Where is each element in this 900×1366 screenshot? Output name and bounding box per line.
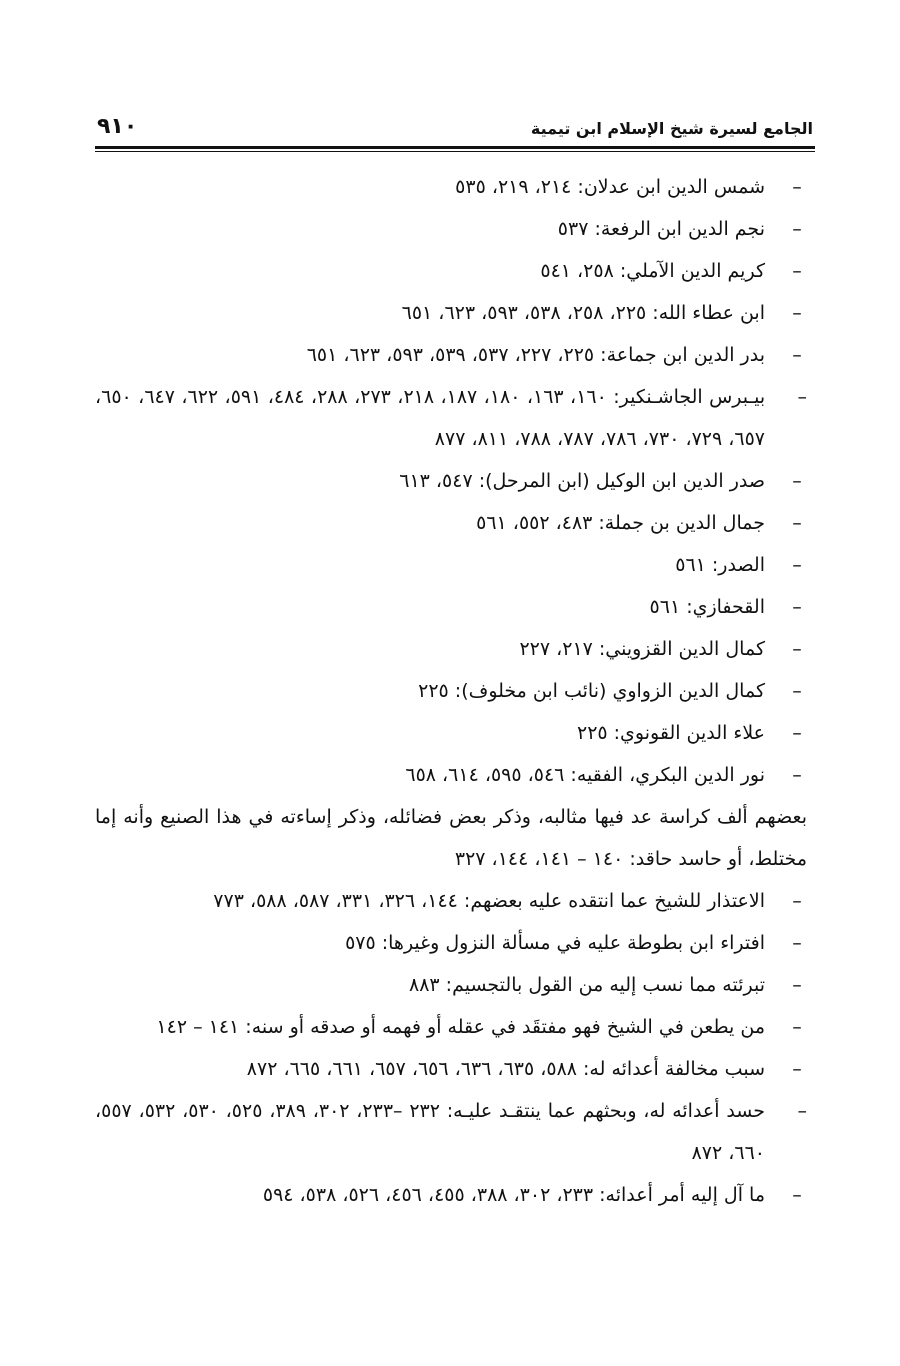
index-entry — [95, 670, 815, 712]
index-entry — [95, 292, 815, 334]
entry-text: ما آل إليه أمر أعدائه: ٢٣٣، ٣٠٢، ٣٨٨، ٤٥٥، ٤٥٦، ٥٢٦، ٥٣٨، ٥٩٤ — [262, 1184, 765, 1206]
section-paragraph: بعضهم ألف كراسة عد فيها مثالبه، وذكر بعض فضائله، وذكر إساءته في هذا الصنيع وأنه إما مختلط، أو حاسد حاقد: ١٤٠ – ١٤١، ١٤٤، ٣٢٧ — [95, 806, 807, 870]
entry-text: كمال الدين الزواوي (نائب ابن مخلوف): ٢٢٥ — [418, 680, 765, 702]
bullet-dash: – — [792, 890, 802, 912]
bullet-dash: – — [792, 932, 802, 954]
bullet-dash: – — [792, 764, 802, 786]
page-number: ٩١٠ — [97, 114, 138, 139]
bullet-dash: – — [792, 470, 802, 492]
index-entry — [95, 586, 815, 628]
entry-text: حسد أعدائه له، وبحثهم عما ينتقـد عليـه: ٢٣٢ –٢٣٣، ٣٠٢، ٣٨٩، ٥٢٥، ٥٣٠، ٥٣٢، ٥٥٧، ٦٦٠، ٨٧٢ — [95, 1100, 766, 1164]
bullet-dash: – — [792, 260, 802, 282]
bullet-dash: – — [792, 512, 802, 534]
entry-text: بدر الدين ابن جماعة: ٢٢٥، ٢٢٧، ٥٣٧، ٥٣٩، ٥٩٣، ٦٢٣، ٦٥١ — [306, 344, 765, 366]
bullet-dash: – — [792, 974, 802, 996]
index-entry — [95, 250, 815, 292]
index-entry — [95, 460, 815, 502]
entry-text: بيـبرس الجاشـنكير: ١٦٠، ١٦٣، ١٨٠، ١٨٧، ٢١٨، ٢٧٣، ٢٨٨، ٤٨٤، ٥٩١، ٦٢٢، ٦٤٧، ٦٥٠، ٦٥٧، ٧٢٩، ٧٣٠، ٧٨٦، ٧٨٧، ٧٨٨، ٨١١، ٨٧٧ — [95, 386, 766, 450]
header-rule — [95, 146, 815, 149]
bullet-dash: – — [792, 1016, 802, 1038]
index-entry — [95, 502, 815, 544]
entry-text: من يطعن في الشيخ فهو مفتقَد في عقله أو فهمه أو صدقه أو سنه: ١٤١ – ١٤٢ — [156, 1016, 765, 1038]
entry-text: تبرئته مما نسب إليه من القول بالتجسيم: ٨٨٣ — [409, 974, 765, 996]
entry-text: جمال الدين بن جملة: ٤٨٣، ٥٥٢، ٥٦١ — [476, 512, 765, 534]
entry-text: صدر الدين ابن الوكيل (ابن المرحل): ٥٤٧، ٦١٣ — [399, 470, 765, 492]
entry-text: كريم الدين الآملي: ٢٥٨، ٥٤١ — [540, 260, 765, 282]
bullet-dash: – — [792, 680, 802, 702]
entry-text: الاعتذار للشيخ عما انتقده عليه بعضهم: ١٤٤، ٣٢٦، ٣٣١، ٥٨٧، ٥٨٨، ٧٧٣ — [213, 890, 765, 912]
index-entry — [95, 964, 815, 1006]
entry-text: ابن عطاء الله: ٢٢٥، ٢٥٨، ٥٣٨، ٥٩٣، ٦٢٣، ٦٥١ — [401, 302, 765, 324]
bullet-dash: – — [797, 1100, 807, 1122]
index-entry — [95, 712, 815, 754]
bullet-dash: – — [792, 596, 802, 618]
index-entry — [95, 628, 815, 670]
entry-text: كمال الدين القزويني: ٢١٧، ٢٢٧ — [519, 638, 765, 660]
page-header — [95, 110, 815, 140]
entry-text: شمس الدين ابن عدلان: ٢١٤، ٢١٩، ٥٣٥ — [455, 176, 765, 198]
index-entry — [95, 376, 815, 460]
entry-text: القحفازي: ٥٦١ — [649, 596, 765, 618]
index-entries — [95, 166, 815, 796]
index-entry — [95, 1090, 815, 1174]
header-rule-thin — [95, 151, 815, 152]
entry-text: افتراء ابن بطوطة عليه في مسألة النزول وغيرها: ٥٧٥ — [345, 932, 765, 954]
entry-text: نور الدين البكري، الفقيه: ٥٤٦، ٥٩٥، ٦١٤، ٦٥٨ — [405, 764, 765, 786]
index-entry — [95, 880, 815, 922]
index-entry — [95, 208, 815, 250]
index-entry — [95, 1006, 815, 1048]
bullet-dash: – — [792, 218, 802, 240]
running-title: الجامع لسيرة شيخ الإسلام ابن تيمية — [530, 119, 813, 138]
entry-text: نجم الدين ابن الرفعة: ٥٣٧ — [557, 218, 765, 240]
bullet-dash: – — [792, 302, 802, 324]
bullet-dash: – — [792, 638, 802, 660]
bullet-dash: – — [792, 176, 802, 198]
index-entries-continued — [95, 880, 815, 1216]
index-entry — [95, 922, 815, 964]
index-entry — [95, 1174, 815, 1216]
bullet-dash: – — [797, 386, 807, 408]
entry-text: سبب مخالفة أعدائه له: ٥٨٨، ٦٣٥، ٦٣٦، ٦٥٦، ٦٥٧، ٦٦١، ٦٦٥، ٨٧٢ — [246, 1058, 765, 1080]
index-entry — [95, 1048, 815, 1090]
bullet-dash: – — [792, 1184, 802, 1206]
entry-text: علاء الدين القونوي: ٢٢٥ — [576, 722, 765, 744]
index-page — [95, 110, 815, 1216]
index-entry — [95, 166, 815, 208]
index-entry — [95, 334, 815, 376]
bullet-dash: – — [792, 554, 802, 576]
index-entry — [95, 544, 815, 586]
bullet-dash: – — [792, 1058, 802, 1080]
bullet-dash: – — [792, 344, 802, 366]
bullet-dash: – — [792, 722, 802, 744]
index-entry — [95, 754, 815, 796]
entry-text: الصدر: ٥٦١ — [675, 554, 765, 576]
